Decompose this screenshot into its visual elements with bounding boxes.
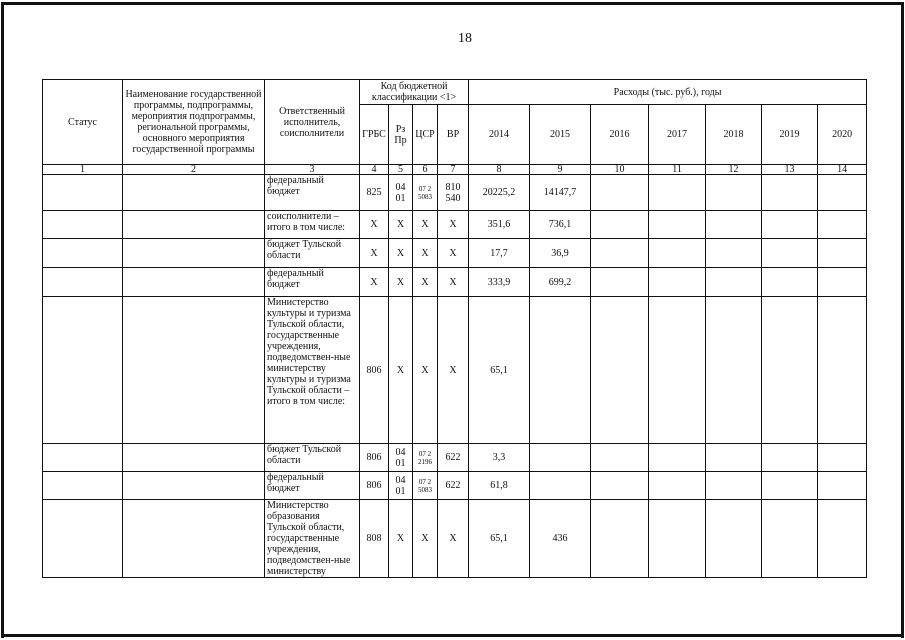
status-cell <box>43 500 123 578</box>
year-2019-cell <box>762 297 818 444</box>
table-row <box>43 268 867 297</box>
year-2017-cell <box>649 211 706 239</box>
executor-cell: бюджет Тульской области <box>265 444 360 472</box>
status-cell <box>43 268 123 297</box>
vr-cell: Х <box>438 268 469 297</box>
column-number: 8 <box>469 165 530 175</box>
year-2014-cell: 65,1 <box>469 297 530 444</box>
year-2020-cell <box>818 472 867 500</box>
header-csr: ЦСР <box>413 105 438 165</box>
header-year: 2016 <box>591 105 649 165</box>
year-2015-cell <box>530 444 591 472</box>
csr-cell: 07 2 5083 <box>413 472 438 500</box>
rzpr-cell: Х <box>389 297 413 444</box>
table-row <box>43 211 867 239</box>
column-number: 14 <box>818 165 867 175</box>
year-2015-cell <box>530 472 591 500</box>
year-2017-cell <box>649 297 706 444</box>
year-2019-cell <box>762 175 818 211</box>
year-2015-cell: 736,1 <box>530 211 591 239</box>
column-number: 5 <box>389 165 413 175</box>
year-2014-cell: 65,1 <box>469 500 530 578</box>
year-2020-cell <box>818 239 867 268</box>
year-2019-cell <box>762 500 818 578</box>
year-2014-cell: 20225,2 <box>469 175 530 211</box>
grbs-cell: 806 <box>360 444 389 472</box>
name-cell <box>123 211 265 239</box>
year-2018-cell <box>706 268 762 297</box>
year-2014-cell: 333,9 <box>469 268 530 297</box>
header-budget-code: Код бюджетной классификации <1> <box>360 80 469 105</box>
scan-border-bottom <box>2 634 903 637</box>
page-number: 18 <box>458 31 472 46</box>
year-2015-cell: 36,9 <box>530 239 591 268</box>
table-row <box>43 444 867 472</box>
year-2014-cell: 17,7 <box>469 239 530 268</box>
year-2016-cell <box>591 211 649 239</box>
csr-cell: 07 2 2196 <box>413 444 438 472</box>
year-2019-cell <box>762 444 818 472</box>
year-2019-cell <box>762 239 818 268</box>
rzpr-cell: Х <box>389 500 413 578</box>
year-2017-cell <box>649 175 706 211</box>
column-number: 9 <box>530 165 591 175</box>
column-number: 3 <box>265 165 360 175</box>
csr-cell: Х <box>413 297 438 444</box>
year-2018-cell <box>706 175 762 211</box>
vr-cell: 622 <box>438 472 469 500</box>
header-year: 2019 <box>762 105 818 165</box>
year-2014-cell: 351,6 <box>469 211 530 239</box>
executor-cell: федеральный бюджет <box>265 175 360 211</box>
vr-cell: Х <box>438 297 469 444</box>
year-2020-cell <box>818 444 867 472</box>
column-number: 1 <box>43 165 123 175</box>
year-2017-cell <box>649 239 706 268</box>
year-2015-cell <box>530 297 591 444</box>
year-2017-cell <box>649 444 706 472</box>
year-2017-cell <box>649 268 706 297</box>
grbs-cell: Х <box>360 211 389 239</box>
year-2018-cell <box>706 239 762 268</box>
year-2014-cell: 3,3 <box>469 444 530 472</box>
year-2019-cell <box>762 268 818 297</box>
header-status: Статус <box>43 80 123 165</box>
year-2016-cell <box>591 500 649 578</box>
scan-border-right <box>901 2 904 638</box>
header-row-1 <box>43 80 867 105</box>
year-2015-cell: 699,2 <box>530 268 591 297</box>
vr-cell: Х <box>438 211 469 239</box>
year-2016-cell <box>591 297 649 444</box>
header-year: 2020 <box>818 105 867 165</box>
header-year: 2017 <box>649 105 706 165</box>
year-2018-cell <box>706 297 762 444</box>
grbs-cell: Х <box>360 268 389 297</box>
year-2020-cell <box>818 297 867 444</box>
scan-border-left <box>1 2 4 638</box>
year-2016-cell <box>591 268 649 297</box>
column-number: 13 <box>762 165 818 175</box>
year-2016-cell <box>591 175 649 211</box>
column-number: 2 <box>123 165 265 175</box>
executor-cell: соисполнители – итого в том числе: <box>265 211 360 239</box>
name-cell <box>123 297 265 444</box>
year-2015-cell: 436 <box>530 500 591 578</box>
rzpr-cell: Х <box>389 211 413 239</box>
rzpr-cell: Х <box>389 239 413 268</box>
executor-cell: федеральный бюджет <box>265 268 360 297</box>
column-number: 7 <box>438 165 469 175</box>
grbs-cell: Х <box>360 239 389 268</box>
year-2020-cell <box>818 268 867 297</box>
name-cell <box>123 472 265 500</box>
rzpr-cell: 04 01 <box>389 472 413 500</box>
rzpr-cell: 04 01 <box>389 175 413 211</box>
year-2018-cell <box>706 444 762 472</box>
year-2018-cell <box>706 500 762 578</box>
status-cell <box>43 297 123 444</box>
column-number: 11 <box>649 165 706 175</box>
grbs-cell: 806 <box>360 297 389 444</box>
csr-cell: Х <box>413 211 438 239</box>
executor-cell: Министерство образования Тульской области, государственные учреждения, подведомствен-ные министерству <box>265 500 360 578</box>
year-2020-cell <box>818 500 867 578</box>
column-number: 4 <box>360 165 389 175</box>
executor-cell: бюджет Тульской области <box>265 239 360 268</box>
header-year: 2015 <box>530 105 591 165</box>
status-cell <box>43 472 123 500</box>
year-2018-cell <box>706 472 762 500</box>
executor-cell: Министерство культуры и туризма Тульской области, государственные учреждения, подведомствен-ные министерству культуры и туризма Тульской области – итого в том числе: <box>265 297 360 444</box>
header-vr: ВР <box>438 105 469 165</box>
year-2015-cell: 14147,7 <box>530 175 591 211</box>
csr-cell: Х <box>413 268 438 297</box>
year-2019-cell <box>762 211 818 239</box>
year-2019-cell <box>762 472 818 500</box>
csr-cell: Х <box>413 500 438 578</box>
table-row <box>43 472 867 500</box>
name-cell <box>123 444 265 472</box>
header-rzpr: Рз Пр <box>389 105 413 165</box>
column-number: 6 <box>413 165 438 175</box>
year-2016-cell <box>591 239 649 268</box>
name-cell <box>123 500 265 578</box>
rzpr-cell: Х <box>389 268 413 297</box>
status-cell <box>43 175 123 211</box>
csr-cell: Х <box>413 239 438 268</box>
year-2017-cell <box>649 472 706 500</box>
grbs-cell: 808 <box>360 500 389 578</box>
executor-cell: федеральный бюджет <box>265 472 360 500</box>
vr-cell: 810 540 <box>438 175 469 211</box>
header-expenses: Расходы (тыс. руб.), годы <box>469 80 867 105</box>
grbs-cell: 825 <box>360 175 389 211</box>
status-cell <box>43 211 123 239</box>
table-row <box>43 239 867 268</box>
name-cell <box>123 175 265 211</box>
header-name: Наименование государственной программы, подпрограммы, мероприятия подпрограммы, региональной программы, основного мероприятия государственной программы <box>123 80 265 165</box>
vr-cell: Х <box>438 239 469 268</box>
year-2017-cell <box>649 500 706 578</box>
year-2016-cell <box>591 472 649 500</box>
name-cell <box>123 239 265 268</box>
table-row <box>43 297 867 444</box>
rzpr-cell: 04 01 <box>389 444 413 472</box>
vr-cell: 622 <box>438 444 469 472</box>
header-year: 2018 <box>706 105 762 165</box>
year-2016-cell <box>591 444 649 472</box>
header-grbs: ГРБС <box>360 105 389 165</box>
column-number: 10 <box>591 165 649 175</box>
name-cell <box>123 268 265 297</box>
status-cell <box>43 444 123 472</box>
budget-table <box>42 79 867 578</box>
table-row <box>43 175 867 211</box>
column-number: 12 <box>706 165 762 175</box>
year-2018-cell <box>706 211 762 239</box>
csr-cell: 07 2 5083 <box>413 175 438 211</box>
vr-cell: Х <box>438 500 469 578</box>
table-row <box>43 500 867 578</box>
header-executor: Ответственный исполнитель, соисполнители <box>265 80 360 165</box>
column-number-row <box>43 165 867 175</box>
status-cell <box>43 239 123 268</box>
year-2014-cell: 61,8 <box>469 472 530 500</box>
year-2020-cell <box>818 211 867 239</box>
scan-border-top <box>2 2 903 5</box>
year-2020-cell <box>818 175 867 211</box>
grbs-cell: 806 <box>360 472 389 500</box>
header-year: 2014 <box>469 105 530 165</box>
